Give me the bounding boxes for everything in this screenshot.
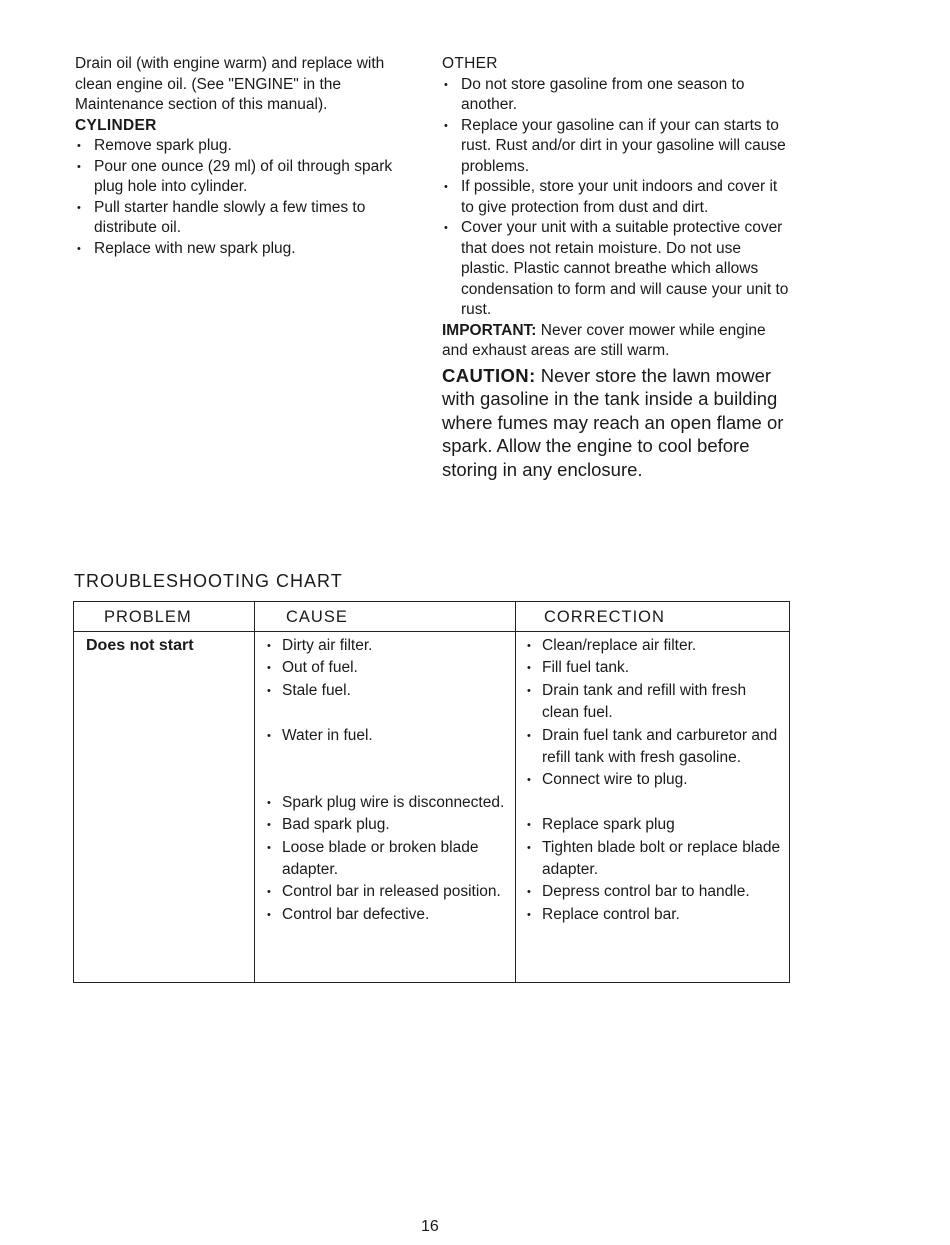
correction-list	[527, 635, 782, 926]
other-list	[442, 75, 792, 321]
important-text: Never cover mower while engine and exhaust areas are still warm.	[442, 321, 766, 359]
troubleshooting-table	[73, 601, 790, 983]
correction-item: • Connect wire to plug.	[527, 769, 782, 791]
drain-oil-paragraph: Drain oil (with engine warm) and replace with clean engine oil. (See "ENGINE" in the Maintenance section of this manual).	[75, 55, 385, 113]
cause-item: • Loose blade or broken blade adapter.	[267, 837, 507, 882]
correction-item: • Drain tank and refill with fresh clean fuel.	[527, 680, 782, 725]
column-divider	[515, 602, 516, 982]
caution-note	[442, 364, 792, 482]
other-item: • If possible, store your unit indoors and cover it to give protection from dust and dirt.	[442, 177, 792, 218]
problem-header: PROBLEM	[104, 608, 192, 626]
cause-item: • Control bar in released position.	[267, 881, 507, 903]
cylinder-heading: CYLINDER	[75, 116, 157, 134]
cylinder-item: • Remove spark plug.	[75, 136, 420, 157]
important-label: IMPORTANT:	[442, 321, 537, 339]
correction-item: • Tighten blade bolt or replace blade adapter.	[527, 837, 782, 882]
correction-item: • Drain fuel tank and carburetor and refill tank with fresh gasoline.	[527, 725, 782, 770]
other-item: • Do not store gasoline from one season to another.	[442, 75, 792, 116]
column-divider	[254, 602, 255, 982]
cause-item: • Water in fuel.	[267, 725, 507, 747]
left-column	[75, 54, 420, 259]
correction-item: • Depress control bar to handle.	[527, 881, 782, 903]
problem-cell: Does not start	[86, 637, 194, 654]
other-heading: OTHER	[442, 55, 498, 72]
correction-header: CORRECTION	[544, 608, 665, 626]
correction-item: • Fill fuel tank.	[527, 657, 782, 679]
cause-list	[267, 635, 507, 926]
cause-item: • Spark plug wire is disconnected.	[267, 792, 507, 814]
cause-item: • Dirty air filter.	[267, 635, 507, 657]
cause-header: CAUSE	[286, 608, 348, 626]
cause-item: • Control bar defective.	[267, 904, 507, 926]
correction-item: • Replace spark plug	[527, 814, 782, 836]
correction-item: • Clean/replace air filter.	[527, 635, 782, 657]
cylinder-item: • Replace with new spark plug.	[75, 239, 420, 260]
other-item: • Replace your gasoline can if your can starts to rust. Rust and/or dirt in your gasoline will cause problems.	[442, 116, 792, 178]
cause-item: • Out of fuel.	[267, 657, 507, 679]
important-note	[442, 321, 792, 362]
other-item: • Cover your unit with a suitable protective cover that does not retain moisture. Do not use plastic. Plastic cannot breathe which allows condensation to form and will cause your unit to rust.	[442, 218, 792, 321]
page-number: 16	[421, 1218, 439, 1235]
header-divider	[74, 631, 789, 632]
cause-item: • Stale fuel.	[267, 680, 507, 702]
cylinder-list	[75, 136, 420, 259]
correction-item: • Replace control bar.	[527, 904, 782, 926]
troubleshooting-title: TROUBLESHOOTING CHART	[74, 571, 343, 591]
right-column	[442, 54, 792, 481]
cause-item: • Bad spark plug.	[267, 814, 507, 836]
caution-text: Never store the lawn mower with gasoline in the tank inside a building where fumes may reach an open flame or spark. Allow the engine to cool before storing in any enclosure.	[442, 364, 784, 480]
caution-label: CAUTION:	[442, 364, 536, 386]
cylinder-item: • Pull starter handle slowly a few times to distribute oil.	[75, 198, 420, 239]
cylinder-item: • Pour one ounce (29 ml) of oil through spark plug hole into cylinder.	[75, 157, 420, 198]
